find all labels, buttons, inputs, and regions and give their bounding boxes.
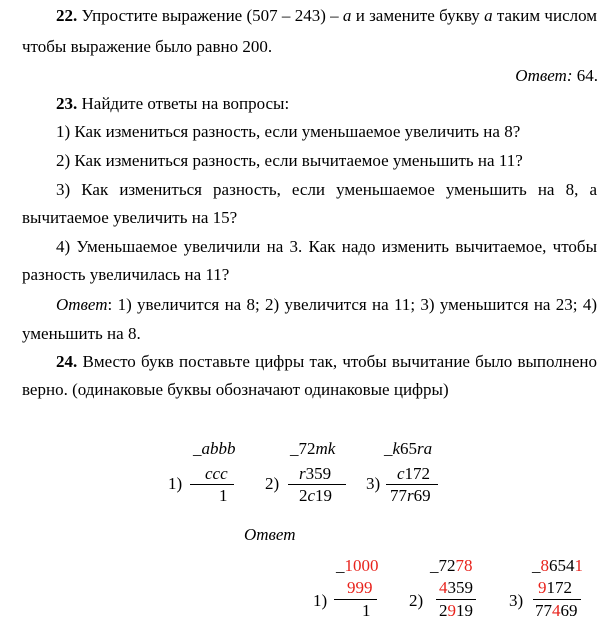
puzzle-2-difference-b: 19 [315,486,333,505]
problem-22-answer-value: 64. [576,66,598,85]
puzzle-3-bar [386,484,438,485]
puzzle-3-minuend-letter-1: k [392,439,401,458]
problem-22-text-a: Упростите выражение [81,6,243,25]
problem-24-line1 [56,352,597,372]
problem-23-q3-line2: вычитаемое увеличить на 15? [22,208,238,227]
solution-1-subtrahend: 999 [347,578,373,597]
puzzle-2-minuend-digits: 72 [298,439,316,458]
problem-24-text-a: Вместо букв поставьте цифры так, чтобы вычитание было выполнено [82,352,598,371]
puzzle-3-minuend-digits: 65 [400,439,418,458]
problem-23-q4-line1: 4) Уменьшаемое увеличили на 3. Как надо изменить вычитаемое, чтобы [56,237,597,256]
solution-1-minuend: 1000 [344,556,379,575]
solution-3-difference-found: 4 [552,601,561,620]
puzzle-1-subtrahend: ccc [205,464,228,483]
solution-2-minuend-found: 78 [455,556,473,575]
solution-3-difference-a: 77 [535,601,552,620]
problem-22-text-b: и замените букву [355,6,480,25]
problem-23-q2: 2) Как измениться разность, если вычитаемое уменьшить на 11? [56,151,523,170]
solution-2-difference-b: 19 [456,601,473,620]
puzzle-2-difference-letter: c [307,486,316,505]
problem-23-answer-line2: уменьшить на 8. [22,324,141,343]
puzzle-2-minuend-letters: mk [315,439,336,458]
puzzle-3-difference-a: 77 [390,486,407,505]
solution-1-label: 1) [313,591,328,610]
problem-23-q1: 1) Как измениться разность, если уменьшаемое увеличить на 8? [56,122,521,141]
solution-3-bar [533,599,581,600]
puzzle-1-bar [190,484,234,485]
problem-23-heading-text: Найдите ответы на вопросы: [81,94,290,113]
problem-22-text-c: таким числом [496,6,598,25]
answer-label: Ответ [56,295,108,314]
solution-2-label: 2) [409,591,424,610]
problem-23-number: 23. [56,94,78,113]
problem-23-answer-text-a: : 1) увеличится на 8; 2) увеличится на 11; 3) уменьшится на 23; 4) [107,295,597,314]
puzzle-3-subtrahend-digits: 172 [404,464,431,483]
puzzle-1-difference: 1 [219,486,228,505]
puzzle-3-minuend-letters: ra [417,439,433,458]
solution-3-difference-b: 69 [560,601,578,620]
solution-2-subtrahend-digits: 359 [447,578,473,597]
problem-23-heading [56,94,289,114]
problem-23-q4-line2: разность увеличилась на 11? [22,265,230,284]
puzzle-2-difference-a: 2 [299,486,308,505]
puzzle-2-subtrahend-digits: 359 [305,464,332,483]
solution-1-bar [334,599,377,600]
solution-3-minuend-found-1: 8 [540,556,549,575]
problem-22-line1 [56,6,597,26]
puzzle-2-label: 2) [265,474,280,493]
puzzle-1-label: 1) [168,474,183,493]
solution-3-minuend-found-2: 1 [574,556,583,575]
page: 22. Упростите выражение (507 – 243) – a и замените букву a таким числом чтобы выражение было равно 200. Ответ: 64. 23. Найдите ответы на вопросы: 1) Как измениться разность, если уменьшаемое увеличить на 8? 2) Как измениться разность, если вычитаемое уменьшить на 11? 3) Как измениться разность, если уменьшаемое уменьшить на 8, а вычитаемое увеличить на 15? 4) Уменьшаемое увеличили на 3. Как надо изменить вычитаемое, чтобы разность увеличилась на 11? Ответ: 1) увеличится на 8; 2) увеличится на 11; 3) уменьшится на 23; 4) уменьшить на 8. 24. Вместо букв поставьте цифры так, чтобы вычитание было выполнено верно. (одинаковые буквы обозначают одинаковые цифры) _abbb 1) ccc 1 _72mk 2) r359 2c19 _k65ra 3) c172 77r69 Ответ _1000 1) 999 1 _7278 2) 4359 2919 _86541 3) 9172 77469 [22,6,598,620]
puzzle-3-difference-b: 69 [413,486,431,505]
solution-3-subtrahend-found: 9 [538,578,547,597]
problem-22-variable: a [342,6,352,25]
puzzle-2-bar [288,484,346,485]
puzzle-2-subtrahend-letter: r [299,464,306,483]
solution-2-minuend-digits: 72 [438,556,456,575]
problem-24-answer-label: Ответ [244,525,296,544]
answer-label: Ответ: [515,66,577,85]
problem-22-number: 22. [56,6,78,25]
solution-3-subtrahend-digits: 172 [546,578,572,597]
problem-22-answer [515,66,598,86]
problem-24-number: 24. [56,352,78,371]
problem-23-q3-line1: 3) Как измениться разность, если уменьшаемое уменьшить на 8, а [56,180,597,199]
problem-23-answer-line1 [56,295,597,315]
problem-22-variable-2: a [484,6,493,25]
solution-2-difference-found: 9 [447,601,456,620]
puzzle-3-difference-letter: r [407,486,414,505]
puzzle-3-label: 3) [366,474,381,493]
solution-3-label: 3) [509,591,524,610]
solution-2-bar [436,599,476,600]
problem-22-line2: чтобы выражение было равно 200. [22,37,273,56]
solution-2-difference-a: 2 [439,601,448,620]
solution-1-difference: 1 [362,601,371,620]
problem-24-line2: верно. (одинаковые буквы обозначают одинаковые цифры) [22,380,449,399]
problem-22-expression: (507 – 243) – [246,6,339,25]
solution-3-minuend-digits: 654 [549,556,575,575]
solution-2-subtrahend-found: 4 [439,578,448,597]
puzzle-3-subtrahend-letter: c [397,464,405,483]
puzzle-1-minuend: abbb [201,439,236,458]
